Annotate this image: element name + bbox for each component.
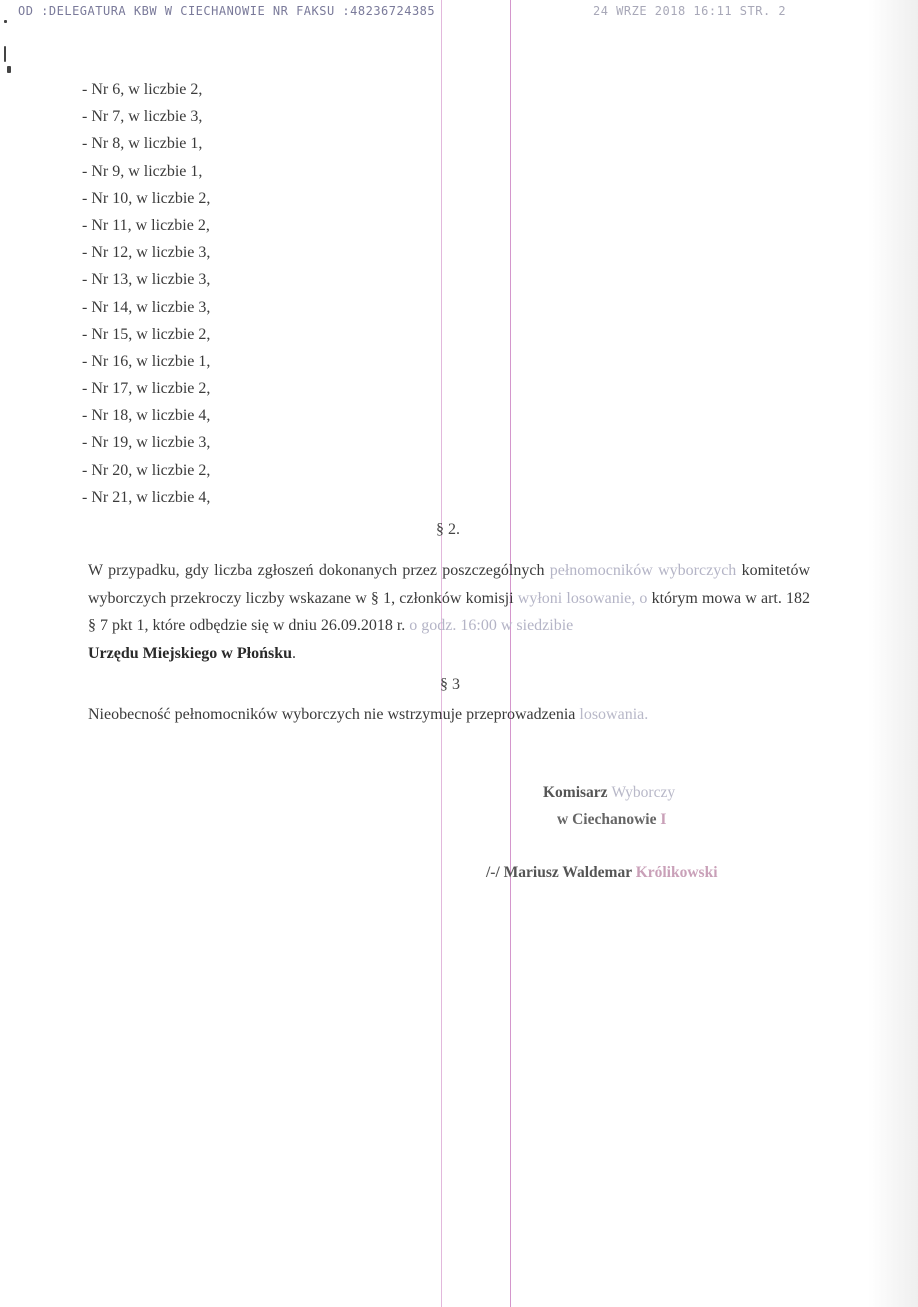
- list-item: - Nr 18, w liczbie 4,: [82, 407, 211, 425]
- signature-place-faded: I: [660, 811, 667, 828]
- section-2-faded-text: o godz. 16:00 w siedzibie: [409, 617, 574, 634]
- list-item: - Nr 10, w liczbie 2,: [82, 189, 211, 207]
- signature-place-text: w Ciechanowie: [557, 811, 661, 828]
- fax-header: [18, 4, 918, 22]
- section-2-heading: § 2.: [436, 521, 460, 538]
- section-2-faded-text: wyłoni losowanie, o: [517, 589, 648, 607]
- section-3-faded-text: losowania.: [579, 706, 649, 723]
- fax-timestamp: 24 WRZE 2018 16:11 STR. 2: [593, 4, 787, 18]
- list-item: - Nr 20, w liczbie 2,: [82, 461, 211, 479]
- list-item: - Nr 6, w liczbie 2,: [82, 81, 203, 98]
- section-2-place: Urzędu Miejskiego w Płońsku: [88, 644, 292, 662]
- list-item: - Nr 8, w liczbie 1,: [82, 135, 203, 153]
- fax-sender-line: OD :DELEGATURA KBW W CIECHANOWIE NR FAKSU :48236724385: [18, 4, 436, 18]
- section-2-text: którym mowa w art. 182 § 7 pkt 1, które odbędzie się w dniu 26.09.2018 r.: [88, 589, 811, 634]
- signature-place: [557, 811, 666, 829]
- section-3-text: Nieobecność pełnomocników wyborczych nie wstrzymuje przeprowadzenia: [88, 706, 580, 723]
- scan-artifact: [4, 20, 7, 23]
- list-item: - Nr 12, w liczbie 3,: [82, 244, 211, 262]
- list-item: - Nr 21, w liczbie 4,: [82, 488, 211, 506]
- list-item: - Nr 11, w liczbie 2,: [82, 216, 210, 234]
- list-item: - Nr 13, w liczbie 3,: [82, 271, 211, 289]
- list-item: - Nr 19, w liczbie 3,: [82, 434, 211, 452]
- signature-title-faded: Wyborczy: [611, 784, 676, 801]
- section-2-paragraph: [88, 557, 810, 667]
- section-2-faded-text: pełnomocników wyborczych: [549, 562, 737, 579]
- section-2-text: W przypadku, gdy liczba zgłoszeń dokonanych przez poszczególnych: [88, 562, 550, 579]
- scan-artifact: [4, 46, 6, 62]
- list-item: - Nr 15, w liczbie 2,: [82, 325, 211, 343]
- signature-name-text: /-/ Mariusz Waldemar: [486, 864, 636, 881]
- section-3-heading: § 3: [440, 676, 460, 693]
- signature-name-faded: Królikowski: [635, 864, 718, 881]
- section-2-text: komitetów wyborczych przekroczy liczby wskazane w § 1, członków komisji: [88, 562, 811, 607]
- list-item: - Nr 17, w liczbie 2,: [82, 380, 211, 398]
- committee-list: [82, 76, 210, 511]
- list-item: - Nr 14, w liczbie 3,: [82, 298, 211, 316]
- scan-edge-shade: [868, 0, 918, 1307]
- section-3-paragraph: [88, 703, 828, 727]
- list-item: - Nr 9, w liczbie 1,: [82, 162, 203, 180]
- signature-title-text: Komisarz: [543, 784, 612, 801]
- signature-name: [486, 864, 718, 882]
- list-item: - Nr 7, w liczbie 3,: [82, 108, 203, 126]
- scan-artifact: [7, 66, 11, 73]
- list-item: - Nr 16, w liczbie 1,: [82, 352, 211, 370]
- signature-title: [543, 784, 675, 802]
- section-2-end: .: [292, 644, 296, 662]
